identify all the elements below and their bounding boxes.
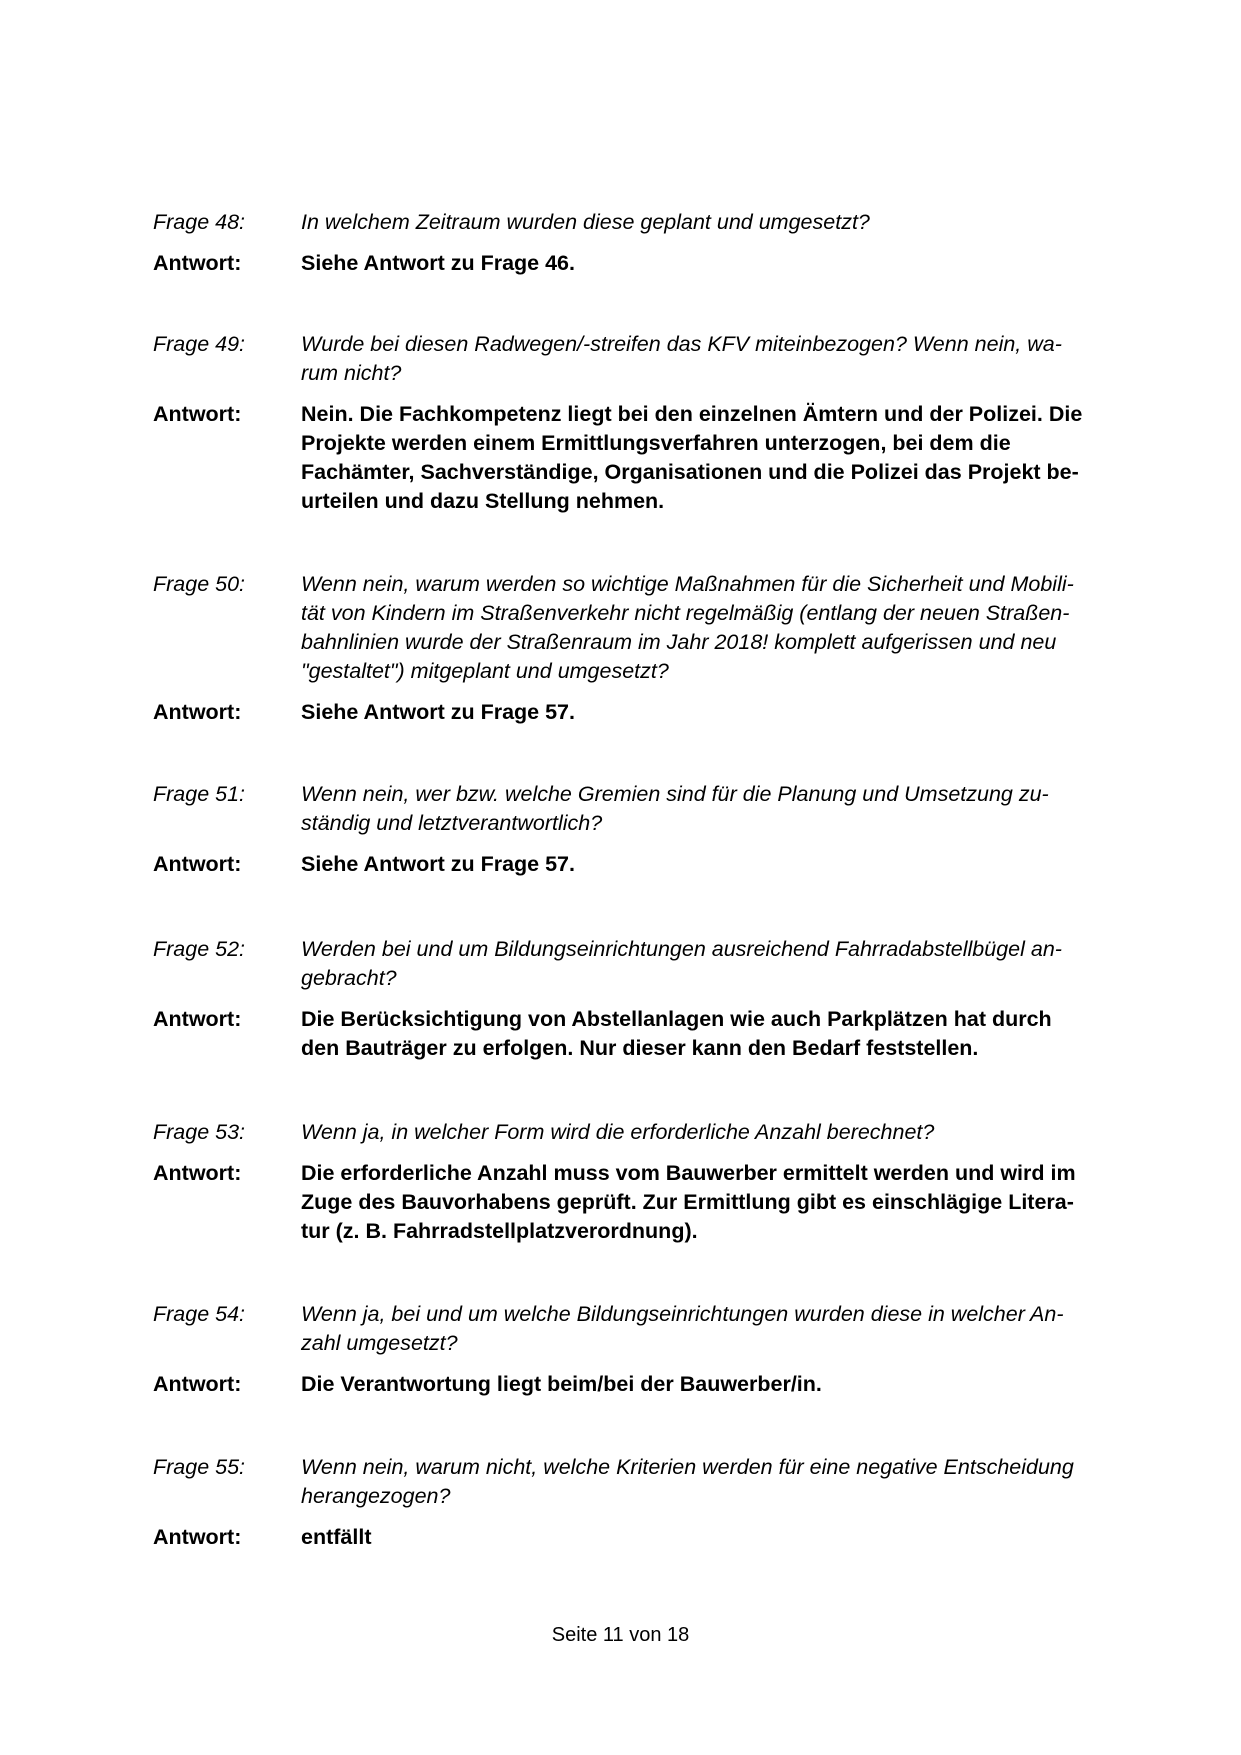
answer-label: Antwort: [153, 852, 242, 876]
qa-block-48 [153, 208, 1153, 278]
question-row [153, 935, 1153, 993]
question-row [153, 1300, 1153, 1358]
question-text [301, 570, 1153, 686]
answer-label: Antwort: [153, 251, 242, 275]
question-label: Frage 54: [153, 1302, 246, 1326]
question-label: Frage 49: [153, 332, 246, 356]
answer-row [153, 850, 1153, 879]
question-label: Frage 55: [153, 1455, 246, 1479]
qa-block-51 [153, 780, 1153, 879]
question-label: Frage 52: [153, 937, 246, 961]
question-line: Wenn ja, in welcher Form wird die erforderliche Anzahl berechnet? [301, 1120, 935, 1144]
answer-line: Siehe Antwort zu Frage 46. [301, 251, 575, 275]
question-line: gebracht? [301, 966, 397, 990]
answer-text [301, 400, 1153, 516]
qa-block-54 [153, 1300, 1153, 1399]
answer-label: Antwort: [153, 1372, 242, 1396]
answer-text [301, 1370, 1153, 1399]
question-row [153, 330, 1153, 388]
answer-label: Antwort: [153, 1161, 242, 1185]
question-text [301, 780, 1153, 838]
answer-row [153, 1159, 1153, 1246]
question-line: "gestaltet") mitgeplant und umgesetzt? [301, 659, 669, 683]
question-label: Frage 53: [153, 1120, 246, 1144]
question-line: zahl umgesetzt? [301, 1331, 458, 1355]
question-row [153, 570, 1153, 686]
answer-row [153, 698, 1153, 727]
answer-row [153, 1370, 1153, 1399]
question-text [301, 1300, 1153, 1358]
question-text [301, 208, 1153, 237]
answer-line: entfällt [301, 1525, 372, 1549]
answer-line: Die erforderliche Anzahl muss vom Bauwerber ermittelt werden und wird im [301, 1161, 1076, 1185]
question-line: ständig und letztverantwortlich? [301, 811, 603, 835]
question-text [301, 1118, 1153, 1147]
answer-text [301, 698, 1153, 727]
question-line: Wenn nein, warum werden so wichtige Maßnahmen für die Sicherheit und Mobili- [301, 572, 1074, 596]
qa-block-53 [153, 1118, 1153, 1246]
answer-text [301, 1159, 1153, 1246]
question-text [301, 330, 1153, 388]
answer-text [301, 1523, 1153, 1552]
answer-label: Antwort: [153, 700, 242, 724]
answer-line: Die Berücksichtigung von Abstellanlagen wie auch Parkplätzen hat durch [301, 1007, 1052, 1031]
answer-label: Antwort: [153, 1525, 242, 1549]
answer-line: urteilen und dazu Stellung nehmen. [301, 489, 665, 513]
question-line: herangezogen? [301, 1484, 451, 1508]
answer-line: Projekte werden einem Ermittlungsverfahren unterzogen, bei dem die [301, 431, 1011, 455]
question-line: Wenn nein, wer bzw. welche Gremien sind für die Planung und Umsetzung zu- [301, 782, 1049, 806]
question-line: Wenn ja, bei und um welche Bildungseinrichtungen wurden diese in welcher An- [301, 1302, 1064, 1326]
answer-line: tur (z. B. Fahrradstellplatzverordnung). [301, 1219, 698, 1243]
answer-label: Antwort: [153, 1007, 242, 1031]
answer-line: Siehe Antwort zu Frage 57. [301, 852, 575, 876]
question-row [153, 780, 1153, 838]
answer-row [153, 400, 1153, 516]
answer-line: Die Verantwortung liegt beim/bei der Bauwerber/in. [301, 1372, 822, 1396]
answer-text [301, 1005, 1153, 1063]
question-line: In welchem Zeitraum wurden diese geplant und umgesetzt? [301, 210, 870, 234]
question-row [153, 1453, 1153, 1511]
answer-line: den Bauträger zu erfolgen. Nur dieser kann den Bedarf feststellen. [301, 1036, 979, 1060]
qa-block-49 [153, 330, 1153, 516]
answer-row [153, 1005, 1153, 1063]
answer-line: Nein. Die Fachkompetenz liegt bei den einzelnen Ämtern und der Polizei. Die [301, 402, 1083, 426]
question-line: Werden bei und um Bildungseinrichtungen ausreichend Fahrradabstellbügel an- [301, 937, 1062, 961]
question-line: Wurde bei diesen Radwegen/-streifen das KFV miteinbezogen? Wenn nein, wa- [301, 332, 1062, 356]
answer-line: Zuge des Bauvorhabens geprüft. Zur Ermittlung gibt es einschlägige Litera- [301, 1190, 1074, 1214]
question-text [301, 1453, 1153, 1511]
answer-row [153, 249, 1153, 278]
qa-block-50 [153, 570, 1153, 727]
question-row [153, 1118, 1153, 1147]
answer-label: Antwort: [153, 402, 242, 426]
question-line: tät von Kindern im Straßenverkehr nicht regelmäßig (entlang der neuen Straßen- [301, 601, 1070, 625]
qa-block-55 [153, 1453, 1153, 1552]
question-line: rum nicht? [301, 361, 402, 385]
answer-text [301, 249, 1153, 278]
qa-block-52 [153, 935, 1153, 1063]
question-line: Wenn nein, warum nicht, welche Kriterien werden für eine negative Entscheidung [301, 1455, 1074, 1479]
page-number: Seite 11 von 18 [551, 1624, 690, 1646]
question-row [153, 208, 1153, 237]
answer-text [301, 850, 1153, 879]
question-line: bahnlinien wurde der Straßenraum im Jahr 2018! komplett aufgerissen und neu [301, 630, 1057, 654]
answer-row [153, 1523, 1153, 1552]
question-label: Frage 50: [153, 572, 246, 596]
answer-line: Siehe Antwort zu Frage 57. [301, 700, 575, 724]
question-label: Frage 51: [153, 782, 246, 806]
answer-line: Fachämter, Sachverständige, Organisationen und die Polizei das Projekt be- [301, 460, 1079, 484]
question-text [301, 935, 1153, 993]
question-label: Frage 48: [153, 210, 246, 234]
